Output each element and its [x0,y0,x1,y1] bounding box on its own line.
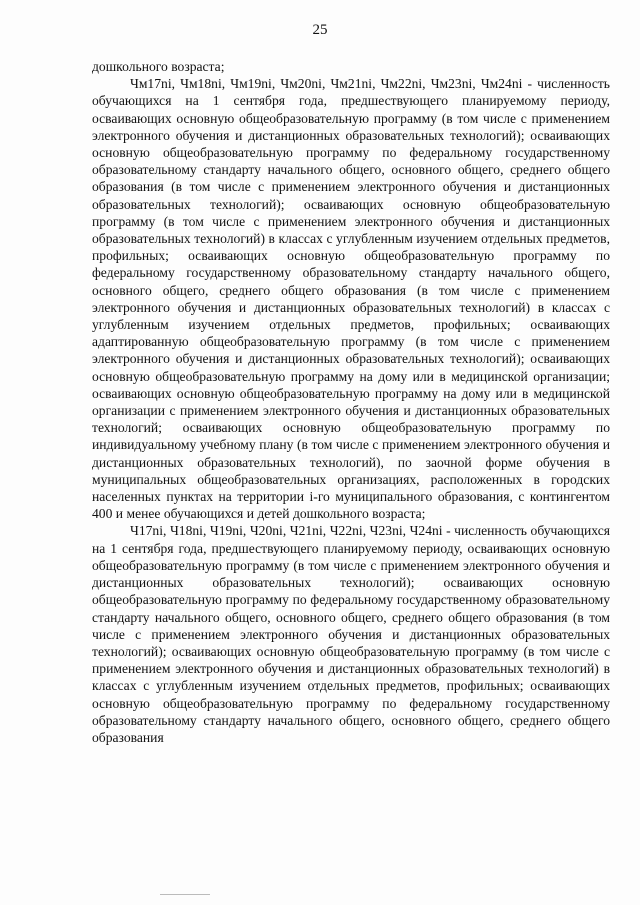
document-body [92,58,610,746]
paragraph-continuation: дошкольного возраста; [92,59,225,74]
page-number: 25 [312,22,328,38]
paragraph-definition-chm: Чм17ni, Чм18ni, Чм19ni, Чм20ni, Чм21ni, Чм22ni, Чм23ni, Чм24ni - численность обучающихся на 1 сентября года, предшествующего планируемому периоду, осваивающих основную общеобразовательную программу (в том числе с применением электронного обучения и дистанционных образовательных технологий); осваивающих основную общеобразовательную программу по федеральному государственному образовательному стандарту начального общего, основного общего, среднего общего образования (в том числе с применением электронного обучения и дистанционных образовательных технологий); осваивающих основную общеобразовательную программу (в том числе с применением электронного обучения и дистанционных образовательных технологий) в классах с углубленным изучением отдельных предметов, профильных; осваивающих основную общеобразовательную программу по федеральному государственному образовательному стандарту начального общего, основного общего, среднего общего образования (в том числе с применением электронного обучения и дистанционных образовательных технологий) в классах с углубленным изучением отдельных предметов, профильных; осваивающих адаптированную общеобразовательную программу (в том числе с применением электронного обучения и дистанционных образовательных технологий); осваивающих основную общеобразовательную программу на дому или в медицинской организации; осваивающих основную общеобразовательную программу на дому или в медицинской организации с применением электронного обучения и дистанционных образовательных технологий; осваивающих основную общеобразовательную программу по индивидуальному учебному плану (в том числе с применением электронного обучения и дистанционных образовательных технологий), по заочной форме обучения в муниципальных общеобразовательных организациях, расположенных в городских населенных пунктах на территории i-го муниципального образования, с контингентом 400 и менее обучающихся и детей дошкольного возраста; [92,76,610,522]
paragraph-definition-ch: Ч17ni, Ч18ni, Ч19ni, Ч20ni, Ч21ni, Ч22ni, Ч23ni, Ч24ni - численность обучающихся на 1 сентября года, предшествующего планируемому периоду, осваивающих основную общеобразовательную программу (в том числе с применением электронного обучения и дистанционных образовательных технологий); осваивающих основную общеобразовательную программу по федеральному государственному образовательному стандарту начального общего, основного общего, среднего общего образования (в том числе с применением электронного обучения и дистанционных образовательных технологий); осваивающих основную общеобразовательную программу (в том числе с применением электронного обучения и дистанционных образовательных технологий) в классах с углубленным изучением отдельных предметов, профильных; осваивающих основную общеобразовательную программу по федеральному государственному образовательному стандарту начального общего, основного общего, среднего общего образования [92,523,610,745]
footer-divider [160,894,210,895]
